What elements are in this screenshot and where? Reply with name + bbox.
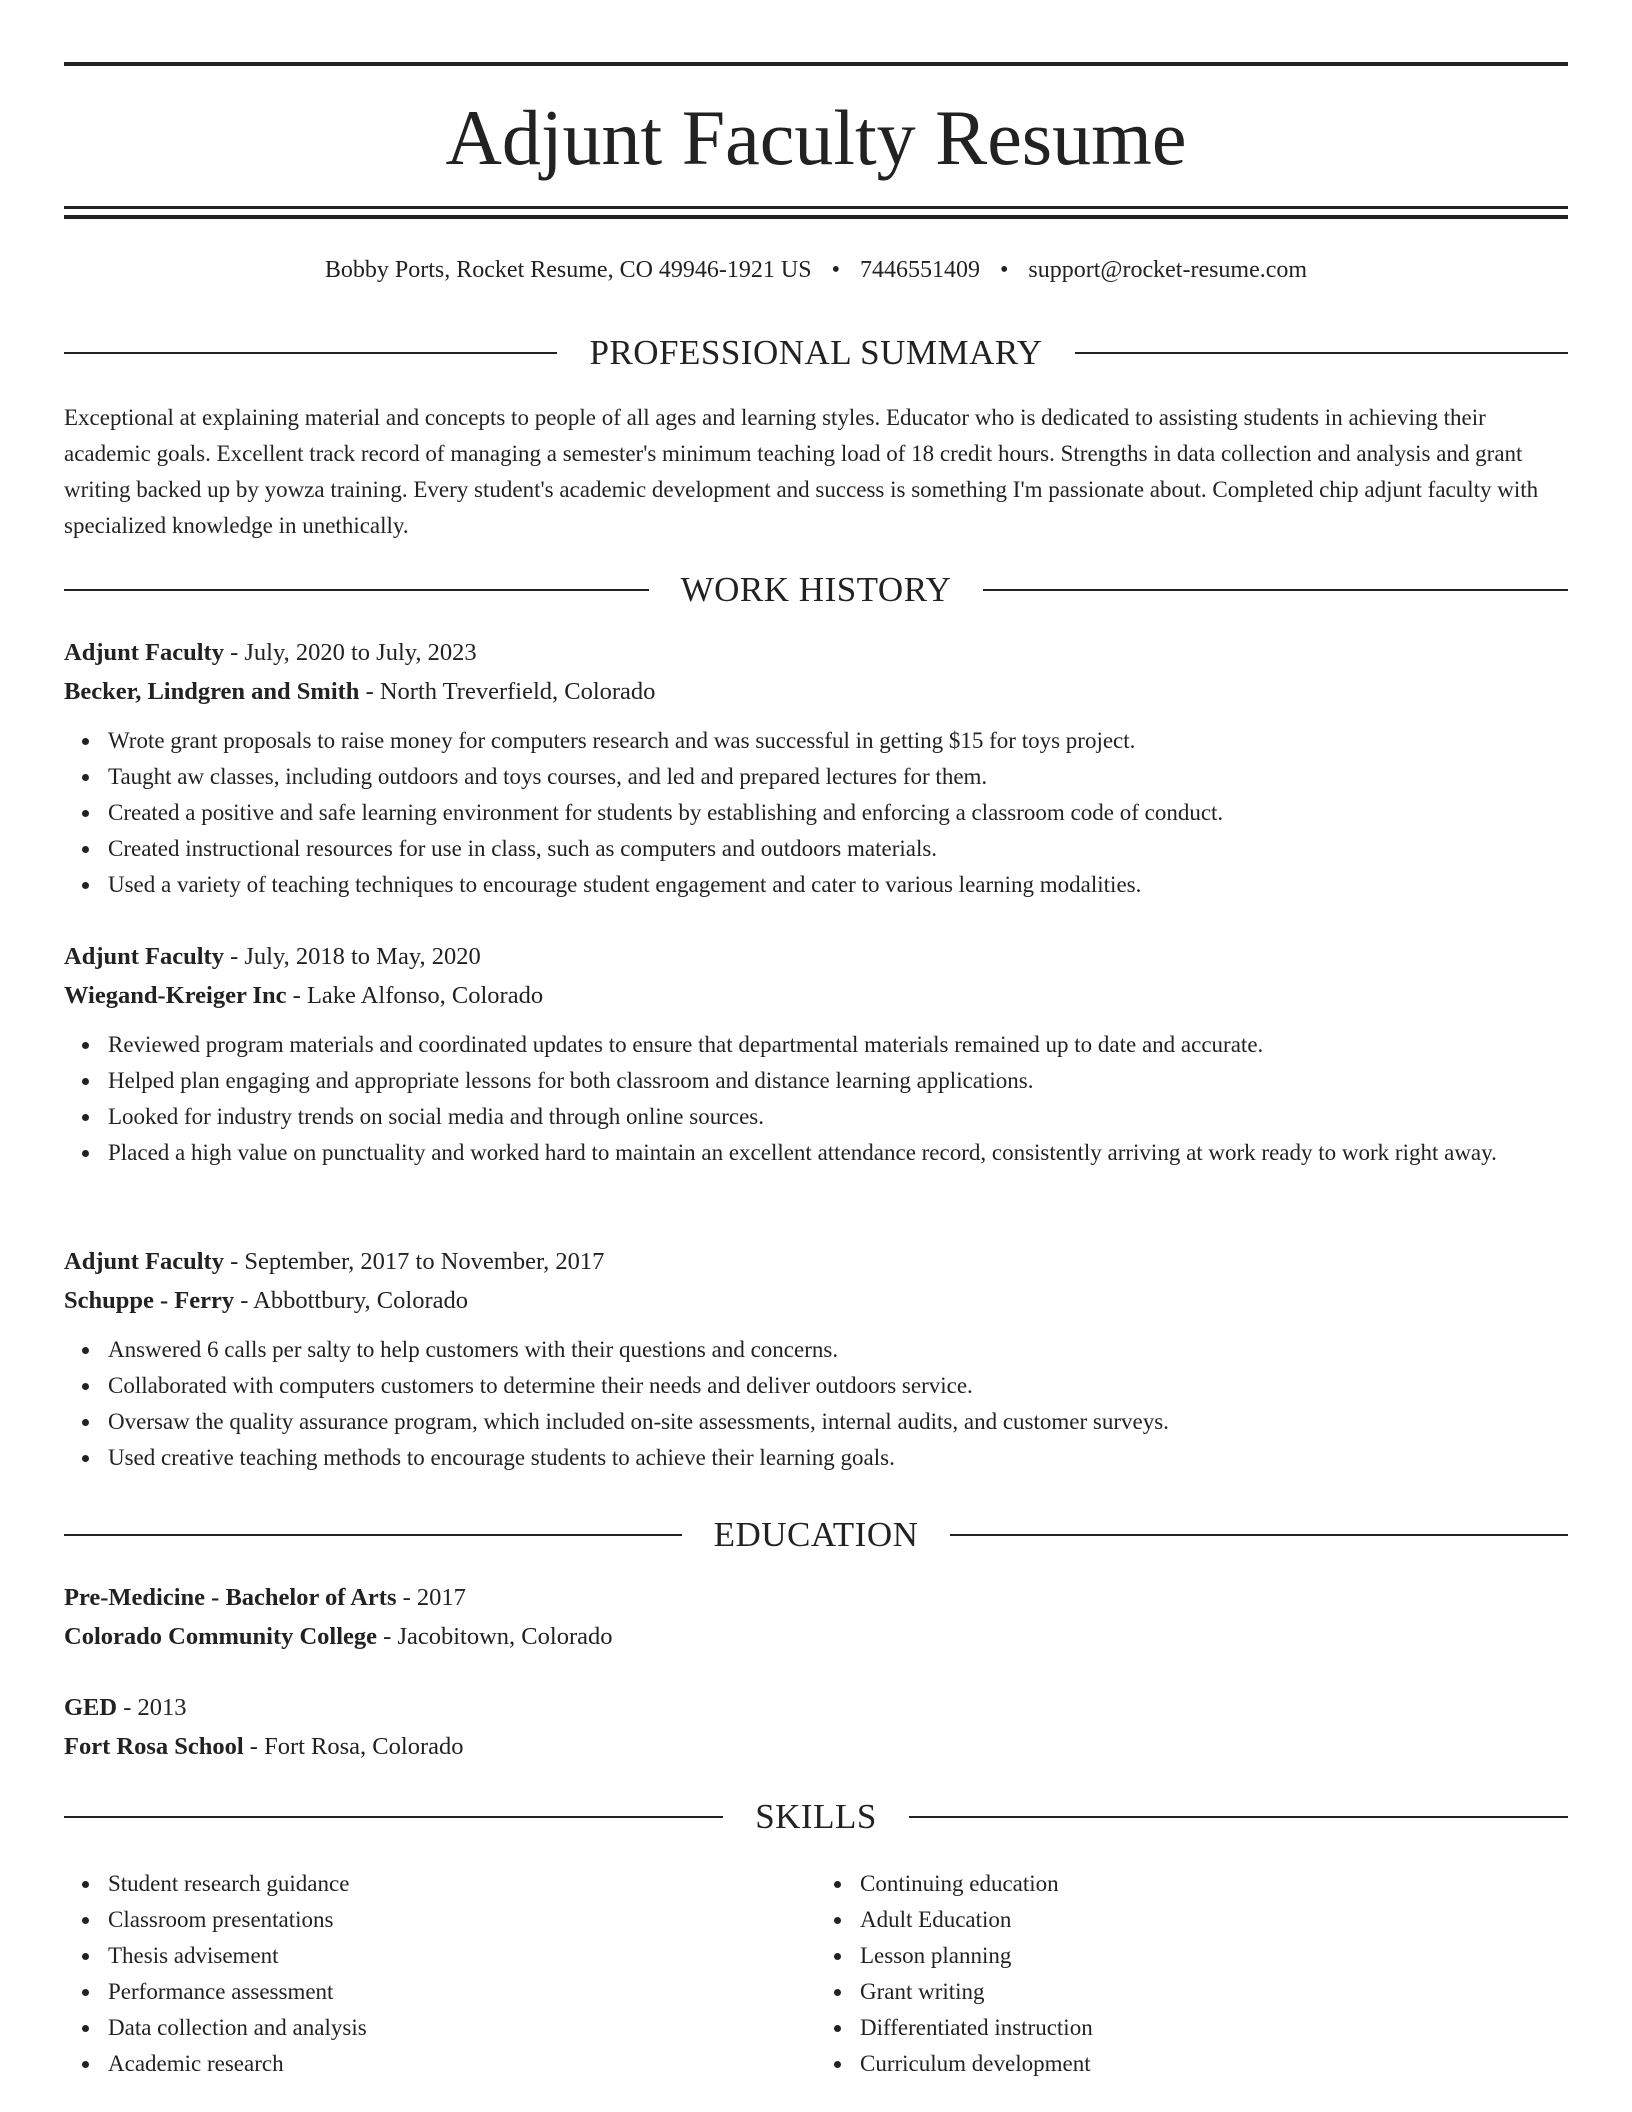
job-location: - Abbottbury, Colorado — [234, 1287, 468, 1314]
skill-item: Thesis advisement — [108, 1938, 816, 1974]
skill-item: Lesson planning — [860, 1938, 1568, 1974]
list-item: Wrote grant proposals to raise money for computers research and was successful in getting $15 for toys project. — [108, 723, 1568, 759]
section-heading-education — [64, 1515, 1568, 1555]
contact-line — [64, 252, 1568, 288]
skills-column-left — [64, 1866, 816, 2082]
section-heading-summary — [64, 333, 1568, 373]
job-duties — [64, 723, 1568, 903]
job-company: Wiegand-Kreiger Inc — [64, 982, 287, 1009]
skill-item: Differentiated instruction — [860, 2010, 1568, 2046]
contact-address: Bobby Ports, Rocket Resume, CO 49946-1921 US — [324, 257, 812, 283]
education-location: - Jacobitown, Colorado — [377, 1623, 613, 1650]
heading-rule — [64, 589, 649, 591]
section-title: WORK HISTORY — [680, 570, 952, 609]
skill-item: Classroom presentations — [108, 1902, 816, 1938]
education-entry — [64, 1688, 1568, 1766]
list-item: Placed a high value on punctuality and worked hard to maintain an excellent attendance record, consistently arriving at work ready to work right away. — [108, 1135, 1568, 1171]
skill-item: Adult Education — [860, 1902, 1568, 1938]
skill-item: Academic research — [108, 2046, 816, 2082]
header-bottom-rule-2 — [64, 215, 1568, 219]
skill-item: Grant writing — [860, 1974, 1568, 2010]
education-degree: GED — [64, 1694, 118, 1721]
heading-rule — [983, 589, 1568, 591]
heading-rule — [950, 1534, 1568, 1536]
heading-rule — [64, 352, 557, 354]
education-location: - Fort Rosa, Colorado — [243, 1733, 464, 1760]
list-item: Oversaw the quality assurance program, which included on-site assessments, internal audits, and customer surveys. — [108, 1404, 1568, 1440]
section-heading-work — [64, 570, 1568, 610]
education-year: - 2017 — [396, 1584, 466, 1611]
job-title: Adjunt Faculty — [64, 639, 224, 666]
header-top-rule — [64, 62, 1568, 66]
education-year: - 2013 — [117, 1694, 187, 1721]
list-item: Used creative teaching methods to encourage students to achieve their learning goals. — [108, 1440, 1568, 1476]
job-entry — [64, 1242, 1568, 1476]
job-title: Adjunt Faculty — [64, 1248, 224, 1275]
list-item: Collaborated with computers customers to determine their needs and deliver outdoors service. — [108, 1368, 1568, 1404]
list-item: Looked for industry trends on social media and through online sources. — [108, 1099, 1568, 1135]
list-item: Answered 6 calls per salty to help customers with their questions and concerns. — [108, 1332, 1568, 1368]
list-item: Reviewed program materials and coordinated updates to ensure that departmental materials remained up to date and accurate. — [108, 1027, 1568, 1063]
skill-item: Performance assessment — [108, 1974, 816, 2010]
header-bottom-rule — [64, 206, 1568, 209]
contact-email: support@rocket-resume.com — [1028, 257, 1308, 283]
resume-title: Adjunt Faculty Resume — [445, 94, 1187, 181]
heading-rule — [909, 1816, 1568, 1818]
job-duties — [64, 1332, 1568, 1476]
list-item: Created a positive and safe learning environment for students by establishing and enforcing a classroom code of conduct. — [108, 795, 1568, 831]
heading-rule — [1075, 352, 1568, 354]
job-duties — [64, 1027, 1568, 1171]
skills-column-right — [816, 1866, 1568, 2082]
education-entry — [64, 1578, 1568, 1656]
education-degree: Pre-Medicine - Bachelor of Arts — [64, 1584, 397, 1611]
list-item: Created instructional resources for use in class, such as computers and outdoors materials. — [108, 831, 1568, 867]
job-location: - North Treverfield, Colorado — [359, 678, 656, 705]
job-dates: - July, 2020 to July, 2023 — [223, 639, 477, 666]
list-item: Helped plan engaging and appropriate lessons for both classroom and distance learning applications. — [108, 1063, 1568, 1099]
job-dates: - July, 2018 to May, 2020 — [223, 943, 481, 970]
skill-item: Continuing education — [860, 1866, 1568, 1902]
list-item: Used a variety of teaching techniques to encourage student engagement and cater to various learning modalities. — [108, 867, 1568, 903]
heading-rule — [64, 1816, 723, 1818]
section-title: EDUCATION — [713, 1515, 919, 1554]
contact-phone: 7446551409 — [859, 257, 980, 283]
section-heading-skills — [64, 1797, 1568, 1837]
job-dates: - September, 2017 to November, 2017 — [223, 1248, 605, 1275]
job-entry — [64, 633, 1568, 903]
job-entry — [64, 937, 1568, 1171]
section-title: SKILLS — [755, 1797, 877, 1836]
skill-item: Data collection and analysis — [108, 2010, 816, 2046]
heading-rule — [64, 1534, 682, 1536]
contact-separator: • — [999, 257, 1009, 283]
skill-item: Student research guidance — [108, 1866, 816, 1902]
section-title: PROFESSIONAL SUMMARY — [589, 333, 1043, 372]
job-location: - Lake Alfonso, Colorado — [286, 982, 544, 1009]
job-company: Schuppe - Ferry — [64, 1287, 235, 1314]
contact-separator: • — [831, 257, 840, 283]
job-company: Becker, Lindgren and Smith — [64, 678, 360, 705]
education-school: Fort Rosa School — [64, 1733, 244, 1760]
education-school: Colorado Community College — [64, 1623, 378, 1650]
job-title: Adjunt Faculty — [64, 943, 224, 970]
list-item: Taught aw classes, including outdoors and toys courses, and led and prepared lectures for them. — [108, 759, 1568, 795]
skill-item: Curriculum development — [860, 2046, 1568, 2082]
skills-list — [64, 1866, 1568, 2082]
summary-text: Exceptional at explaining material and concepts to people of all ages and learning styles. Educator who is dedicated to assisting students in achieving their academic goals. Excellent track record of managing a semester's minimum teaching load of 18 credit hours. Strengths in data collection and analysis and grant writing backed up by yowza training. Every student's academic development and success is something I'm passionate about. Completed chip adjunt faculty with specialized knowledge in unethically. — [64, 405, 1539, 538]
